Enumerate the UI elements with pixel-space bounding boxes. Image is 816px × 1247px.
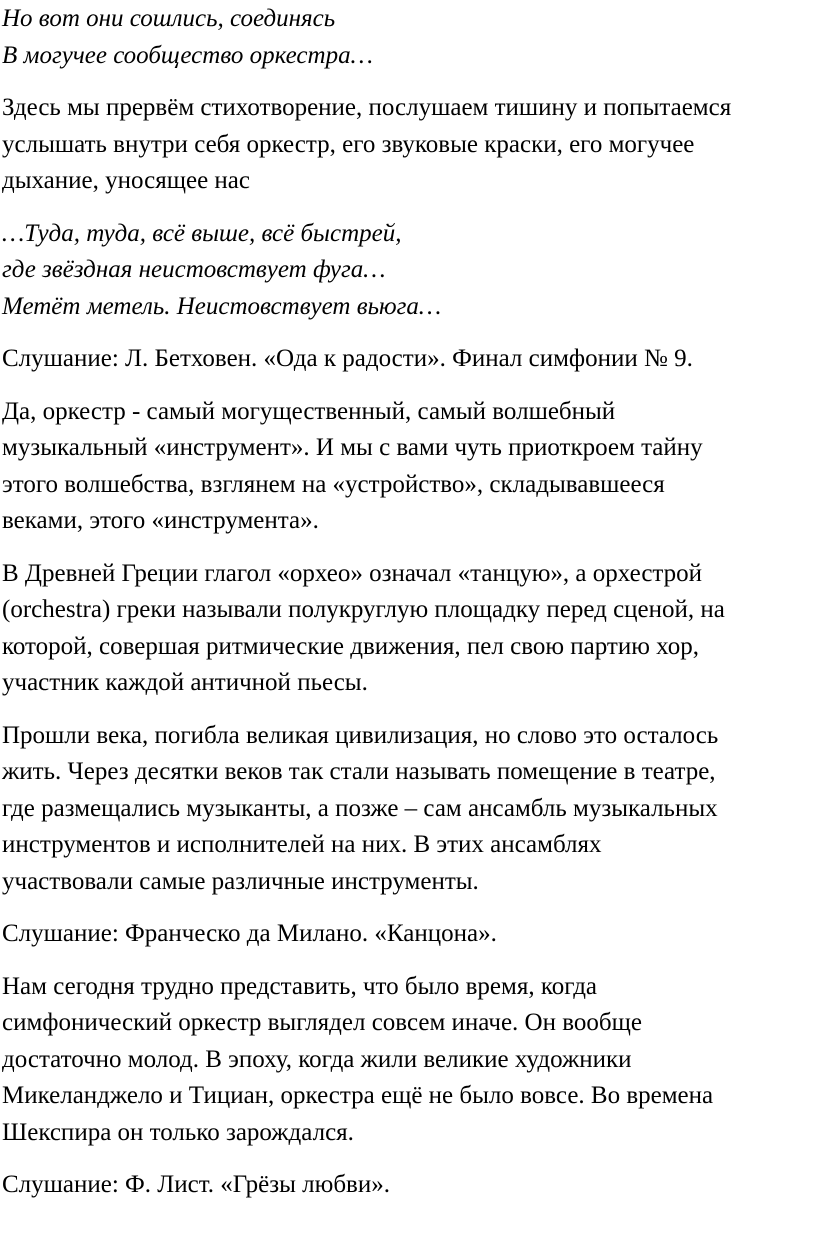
paragraph-line: жить. Через десятки веков так стали называть помещение в театре, [2,758,716,785]
verse-excerpt [2,216,814,326]
paragraph-line: Нам сегодня трудно представить, что было время, когда [2,972,598,1000]
paragraph-line: Слушание: Л. Бетховен. «Ода к радости». Финал симфонии № 9. [2,345,693,372]
paragraph-line: участник каждой античной пьесы. [2,669,368,696]
document-page [2,0,814,1204]
paragraph-line: достаточно молод. В эпоху, когда жили великие художники [2,1045,632,1073]
paragraph [2,556,814,702]
paragraph-line: инструментов и исполнителей на них. В этих ансамблях [2,831,602,858]
paragraph-line: услышать внутри себя оркестр, его звуковые краски, его могучее [2,130,695,158]
verse-line: …Туда, туда, всё выше, всё быстрей, [2,219,402,247]
paragraph [2,969,814,1152]
paragraph-line: которой, совершая ритмические движения, пел свою партию хор, [2,632,699,660]
listening-note [2,916,814,953]
paragraph-line: Слушание: Ф. Лист. «Грёзы любви». [2,1171,390,1198]
paragraph-line: симфонический оркестр выглядел совсем иначе. Он вообще [2,1009,642,1036]
verse-line: Метёт метель. Неистовствует вьюга… [2,292,442,320]
verse-line: Но вот они сошлись, соединясь [2,5,336,32]
listening-note [2,1167,814,1204]
paragraph-line: Микеланджело и Тициан, оркестра ещё не было вовсе. Во времена [2,1082,714,1109]
paragraph-line: (orchestra) греки называли полукруглую площадку перед сценой, на [2,596,725,623]
paragraph-line: Шекспира он только зарождался. [2,1118,354,1146]
paragraph-line: Здесь мы прервём стихотворение, послушаем тишину и попытаемся [2,94,732,121]
verse-excerpt [2,1,814,74]
paragraph-line: Да, оркестр - самый могущественный, самый волшебный [2,397,616,425]
paragraph [2,394,814,540]
paragraph-line: В Древней Греции глагол «орхео» означал «танцую», а орхестрой [2,559,703,587]
paragraph-line: этого волшебства, взглянем на «устройство», складывавшееся [2,470,665,498]
paragraph [2,718,814,901]
paragraph-line: где размещались музыканты, а позже – сам ансамбль музыкальных [2,794,718,822]
paragraph-line: дыхание, уносящее нас [2,167,250,194]
paragraph-line: Слушание: Франческо да Милано. «Канцона». [2,920,497,947]
verse-line: В могучее сообщество оркестра… [2,41,373,69]
paragraph-line: музыкальный «инструмент». И мы с вами чуть приоткроем тайну [2,434,703,461]
listening-note [2,341,814,378]
paragraph-line: участвовали самые различные инструменты. [2,867,479,895]
verse-line: где звёздная неистовствует фуга… [2,256,386,283]
paragraph-line: Прошли века, погибла великая цивилизация, но слово это осталось [2,721,719,749]
paragraph-line: веками, этого «инструмента». [2,507,319,534]
paragraph [2,90,814,200]
